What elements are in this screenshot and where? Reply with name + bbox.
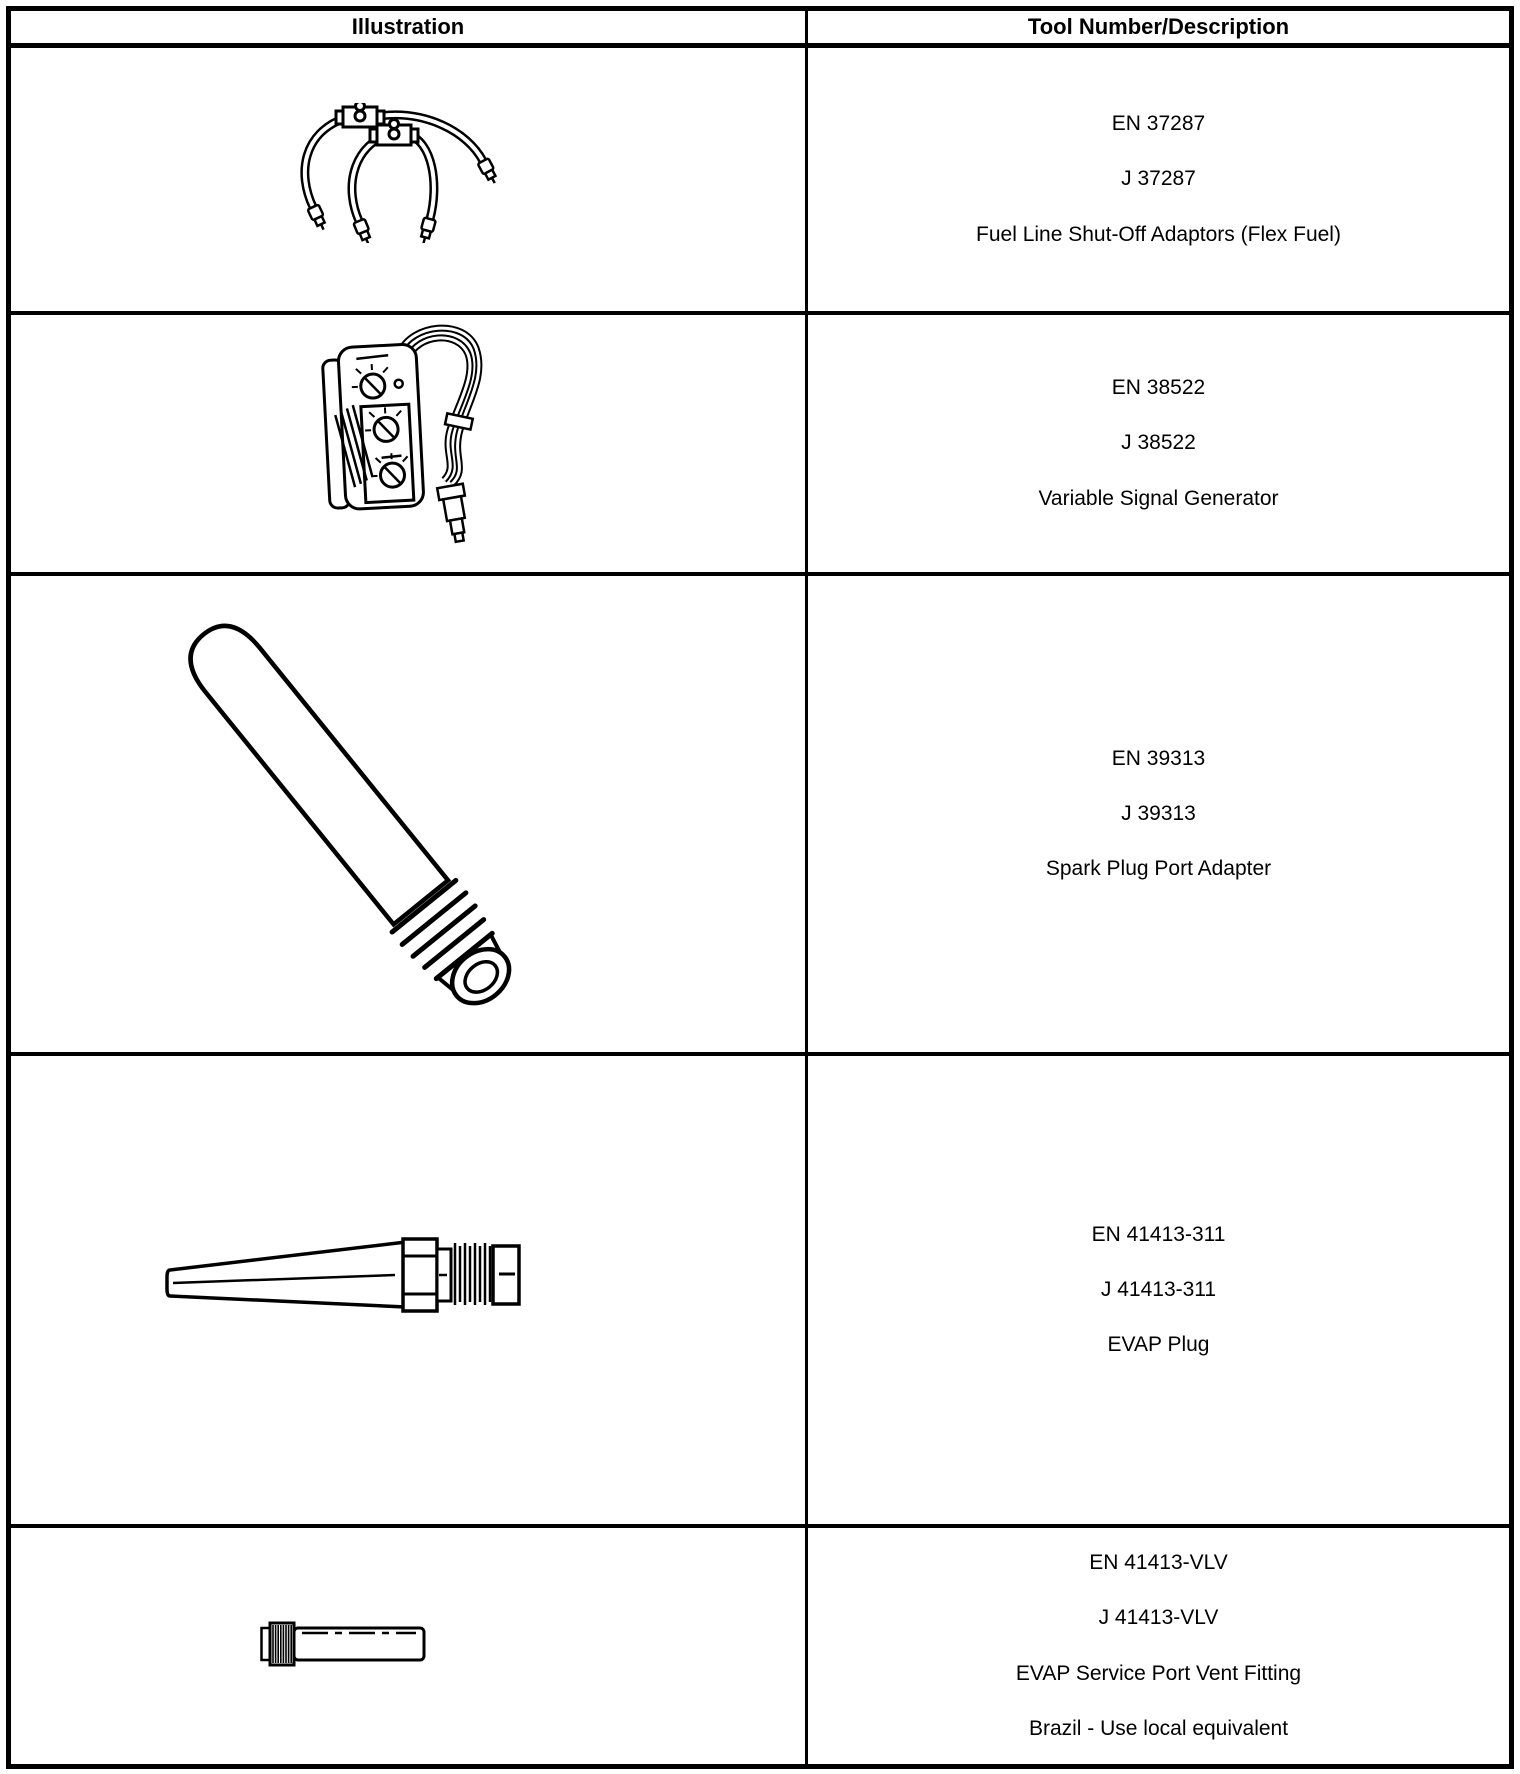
tool-description: Spark Plug Port Adapter: [1045, 857, 1272, 881]
illustration-cell: [11, 576, 808, 1052]
description-cell: [808, 315, 1509, 572]
tool-row-4: [11, 1052, 1509, 1524]
description-cell: [808, 1528, 1509, 1764]
illustration-cell: [11, 48, 808, 311]
tool-number-j: J 39313: [1121, 801, 1196, 825]
fuel-line-shut-off-adaptors-illustration: [297, 103, 497, 243]
special-tools-table: [6, 6, 1514, 1769]
illustration-cell: [11, 315, 808, 572]
tool-row-1: [11, 48, 1509, 311]
tool-number-j: J 41413-311: [1100, 1277, 1217, 1301]
evap-plug-illustration: [163, 1237, 523, 1317]
tool-description: Variable Signal Generator: [1038, 486, 1279, 510]
description-cell: [808, 48, 1509, 311]
header-tool-number-description: Tool Number/Description: [1027, 14, 1290, 39]
tool-number-en: EN 41413-311: [1091, 1222, 1226, 1246]
tool-row-2: [11, 311, 1509, 572]
spark-plug-port-adapter-illustration: [160, 600, 525, 1040]
evap-service-port-vent-fitting-illustration: [260, 1620, 430, 1670]
tool-description: Fuel Line Shut-Off Adaptors (Flex Fuel): [976, 222, 1341, 246]
tool-number-j: J 37287: [1121, 167, 1196, 191]
tool-number-en: EN 41413-VLV: [1089, 1551, 1228, 1574]
tool-description: EVAP Plug: [1107, 1333, 1210, 1357]
illustration-cell: [11, 1056, 808, 1524]
tool-row-3: [11, 572, 1509, 1052]
tool-number-en: EN 39313: [1111, 746, 1206, 770]
table-header-row: [11, 11, 1509, 48]
description-cell: [808, 1056, 1509, 1524]
tool-number-j: J 41413-VLV: [1098, 1606, 1219, 1630]
illustration-cell: [11, 1528, 808, 1764]
tool-number-j: J 38522: [1121, 431, 1196, 455]
description-cell: [808, 576, 1509, 1052]
tool-note: Brazil - Use local equivalent: [1028, 1716, 1289, 1740]
header-illustration: Illustration: [11, 11, 808, 43]
tool-number-en: EN 37287: [1111, 112, 1206, 136]
tool-number-en: EN 38522: [1111, 376, 1206, 400]
tool-row-5: [11, 1524, 1509, 1764]
variable-signal-generator-illustration: [300, 318, 570, 563]
tool-description: EVAP Service Port Vent Fitting: [1015, 1661, 1302, 1685]
